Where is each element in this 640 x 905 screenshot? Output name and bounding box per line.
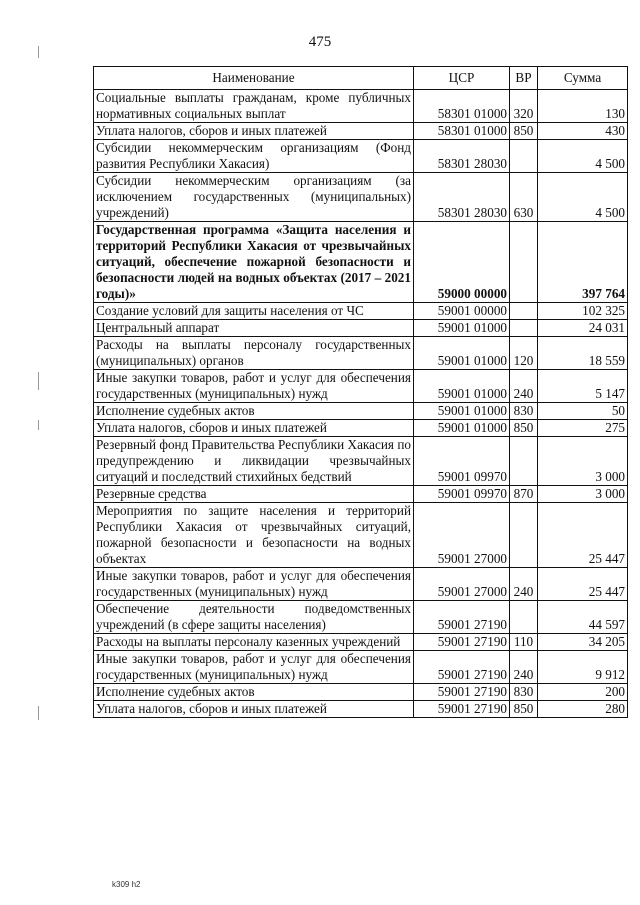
table-row [94,437,628,486]
header-name: Наименование [94,67,414,90]
table-row [94,123,628,140]
cell-csr: 59001 09970 [414,437,510,486]
table-row [94,173,628,222]
cell-name: Исполнение судебных актов [94,684,414,701]
cell-sum: 50 [538,403,628,420]
table-row [94,568,628,601]
cell-name: Иные закупки товаров, работ и услуг для обеспечения государственных (муниципальных) нужд [94,370,414,403]
table-header-row [94,67,628,90]
cell-name: Резервный фонд Правительства Республики Хакасия по предупреждению и ликвидации чрезвычайных ситуаций и последствий стихийных бедствий [94,437,414,486]
cell-sum: 102 325 [538,303,628,320]
cell-vr [510,320,538,337]
cell-sum: 9 912 [538,651,628,684]
cell-sum: 3 000 [538,437,628,486]
cell-name: Государственная программа «Защита населения и территорий Республики Хакасия от чрезвычайных ситуаций, обеспечение пожарной безопасности и безопасности людей на водных объектах (2017 – 2021 годы)» [94,222,414,303]
cell-csr: 58301 28030 [414,173,510,222]
table-row [94,337,628,370]
cell-name: Уплата налогов, сборов и иных платежей [94,420,414,437]
cell-name: Социальные выплаты гражданам, кроме публичных нормативных социальных выплат [94,90,414,123]
cell-sum: 25 447 [538,568,628,601]
table-row [94,370,628,403]
cell-csr: 59001 01000 [414,420,510,437]
cell-sum: 25 447 [538,503,628,568]
cell-name: Уплата налогов, сборов и иных платежей [94,123,414,140]
cell-sum: 5 147 [538,370,628,403]
cell-csr: 59001 27000 [414,503,510,568]
cell-csr: 59001 09970 [414,486,510,503]
cell-csr: 59001 27190 [414,701,510,718]
cell-name: Субсидии некоммерческим организациям (Фонд развития Республики Хакасия) [94,140,414,173]
cell-csr: 59001 01000 [414,403,510,420]
table-row [94,420,628,437]
table-row [94,303,628,320]
table-body [94,90,628,718]
cell-csr: 59001 00000 [414,303,510,320]
cell-name: Расходы на выплаты персоналу государственных (муниципальных) органов [94,337,414,370]
cell-sum: 34 205 [538,634,628,651]
cell-name: Создание условий для защиты населения от ЧС [94,303,414,320]
cell-csr: 59001 27000 [414,568,510,601]
cell-csr: 59001 27190 [414,601,510,634]
cell-name: Расходы на выплаты персоналу казенных учреждений [94,634,414,651]
cell-csr: 59001 27190 [414,634,510,651]
margin-mark [38,372,39,390]
cell-name: Иные закупки товаров, работ и услуг для обеспечения государственных (муниципальных) нужд [94,568,414,601]
cell-sum: 4 500 [538,173,628,222]
table-row [94,403,628,420]
table-row [94,701,628,718]
table-row [94,486,628,503]
cell-vr [510,503,538,568]
cell-sum: 200 [538,684,628,701]
cell-name: Уплата налогов, сборов и иных платежей [94,701,414,718]
table-row [94,90,628,123]
cell-vr: 850 [510,420,538,437]
cell-sum: 18 559 [538,337,628,370]
margin-mark [38,46,39,58]
cell-vr: 830 [510,403,538,420]
cell-vr [510,437,538,486]
cell-sum: 4 500 [538,140,628,173]
cell-vr: 320 [510,90,538,123]
cell-vr: 830 [510,684,538,701]
cell-name: Резервные средства [94,486,414,503]
table-row [94,684,628,701]
cell-name: Центральный аппарат [94,320,414,337]
cell-sum: 130 [538,90,628,123]
cell-vr: 240 [510,651,538,684]
table-row [94,320,628,337]
header-vr: ВР [510,67,538,90]
table-row [94,222,628,303]
cell-csr: 59000 00000 [414,222,510,303]
cell-vr: 240 [510,568,538,601]
cell-sum: 430 [538,123,628,140]
table-row [94,503,628,568]
margin-mark [38,420,39,430]
cell-vr [510,601,538,634]
cell-vr: 850 [510,701,538,718]
cell-vr: 850 [510,123,538,140]
cell-csr: 58301 01000 [414,123,510,140]
header-csr: ЦСР [414,67,510,90]
cell-sum: 275 [538,420,628,437]
cell-vr: 630 [510,173,538,222]
cell-vr: 240 [510,370,538,403]
cell-sum: 397 764 [538,222,628,303]
table-row [94,140,628,173]
table-row [94,601,628,634]
cell-vr: 120 [510,337,538,370]
cell-sum: 280 [538,701,628,718]
cell-name: Иные закупки товаров, работ и услуг для обеспечения государственных (муниципальных) нужд [94,651,414,684]
page-number: 475 [308,34,332,50]
cell-csr: 59001 01000 [414,320,510,337]
header-sum: Сумма [538,67,628,90]
cell-sum: 44 597 [538,601,628,634]
cell-sum: 24 031 [538,320,628,337]
cell-name: Исполнение судебных актов [94,403,414,420]
cell-vr [510,140,538,173]
cell-csr: 59001 27190 [414,684,510,701]
cell-sum: 3 000 [538,486,628,503]
cell-csr: 59001 01000 [414,337,510,370]
margin-mark [38,706,39,720]
budget-table [93,66,628,718]
document-code: k309 h2 [112,880,141,889]
cell-vr: 110 [510,634,538,651]
cell-csr: 58301 28030 [414,140,510,173]
cell-vr [510,222,538,303]
table-row [94,634,628,651]
cell-csr: 58301 01000 [414,90,510,123]
table-row [94,651,628,684]
cell-csr: 59001 01000 [414,370,510,403]
cell-vr [510,303,538,320]
cell-name: Субсидии некоммерческим организациям (за исключением государственных (муниципальных) учреждений) [94,173,414,222]
cell-name: Обеспечение деятельности подведомственных учреждений (в сфере защиты населения) [94,601,414,634]
cell-vr: 870 [510,486,538,503]
cell-name: Мероприятия по защите населения и территорий Республики Хакасия от чрезвычайных ситуаций, пожарной безопасности и безопасности на водных объектах [94,503,414,568]
cell-csr: 59001 27190 [414,651,510,684]
